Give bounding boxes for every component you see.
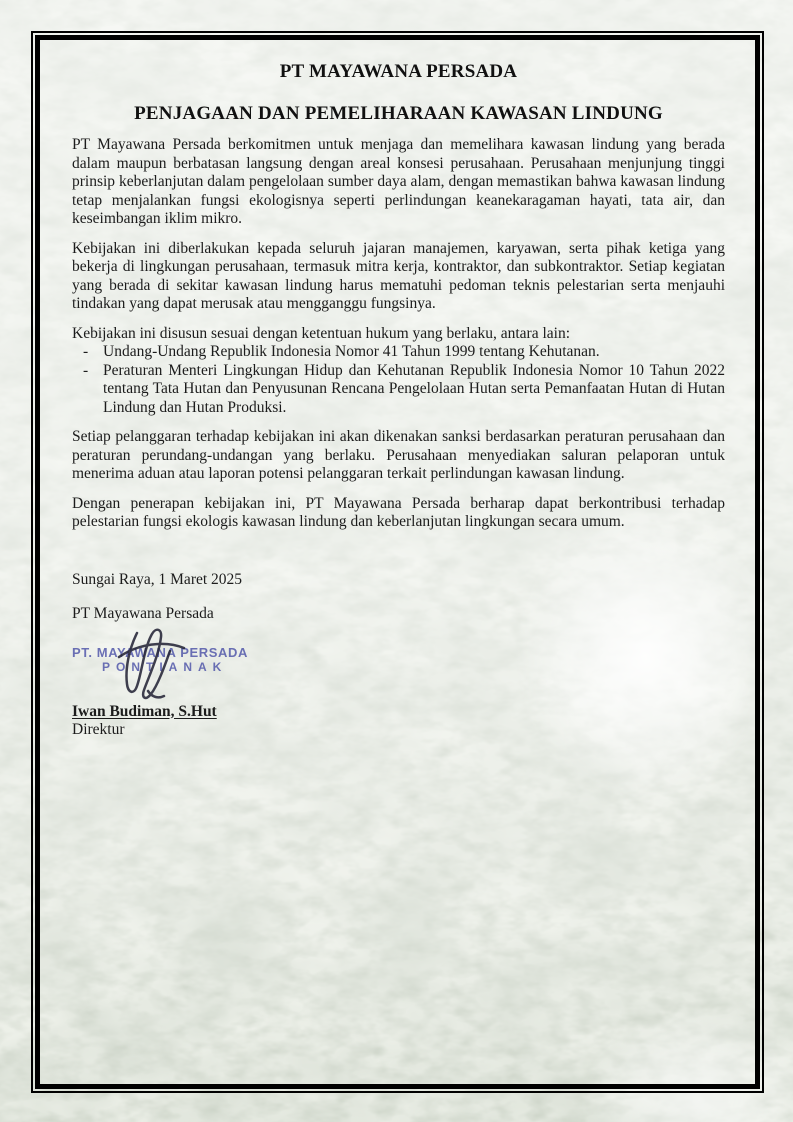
policy-title: PENJAGAAN DAN PEMELIHARAAN KAWASAN LINDUNG: [134, 103, 663, 124]
legal-item-text: Peraturan Menteri Lingkungan Hidup dan Kehutanan Republik Indonesia Nomor 10 Tahun 2022 tentang Tata Hutan dan Penyusunan Rencana Pengelolaan Hutan serta Pemanfaatan Hutan di Hutan Lindung dan Hutan Produksi.: [103, 361, 725, 416]
legal-references-list: [72, 343, 725, 417]
page-border-frame: [31, 31, 764, 1093]
page-border-frame-inner: [35, 35, 760, 1089]
company-title: PT MAYAWANA PERSADA: [279, 61, 518, 82]
company-line: PT Mayawana Persada: [72, 605, 214, 622]
paragraph-scope: Kebijakan ini diberlakukan kepada seluruh jajaran manajemen, karyawan, serta pihak ketiga yang bekerja di lingkungan perusahaan, termasuk mitra kerja, kontraktor, dan subkontraktor. Setiap kegiatan yang berada di sekitar kawasan lindung harus mematuhi pedoman teknis pelestarian serta menjauhi tindakan yang dapat merusak atau mengganggu fungsinya.: [72, 239, 725, 312]
list-item: [72, 343, 725, 362]
legal-item-text: Undang-Undang Republik Indonesia Nomor 41 Tahun 1999 tentang Kehutanan.: [103, 343, 600, 360]
handwritten-signature: [104, 621, 204, 705]
list-item: [72, 362, 725, 418]
stamp-company-name: PT. MAYAWANA PERSADA: [72, 644, 248, 660]
dash-bullet: -: [83, 343, 89, 360]
legal-list-intro: Kebijakan ini disusun sesuai dengan ketentuan hukum yang berlaku, antara lain:: [72, 324, 571, 342]
paragraph-sanctions: Setiap pelanggaran terhadap kebijakan ini akan dikenakan sanksi berdasarkan peraturan perusahaan dan peraturan perundang-undangan yang berlaku. Perusahaan menyediakan saluran pelaporan untuk menerima aduan atau laporan potensi pelanggaran terkait perlindungan kawasan lindung.: [72, 428, 725, 482]
signatory-title: Direktur: [72, 721, 125, 738]
place-date-line: Sungai Raya, 1 Maret 2025: [72, 570, 243, 588]
paragraph-closing: Dengan penerapan kebijakan ini, PT Mayawana Persada berharap dapat berkontribusi terhadap pelestarian fungsi ekologis kawasan lindung dan keberlanjutan lingkungan secara umum.: [72, 494, 725, 530]
signatory-name: Iwan Budiman, S.Hut: [72, 702, 217, 720]
dash-bullet: -: [83, 361, 89, 379]
paragraph-commitment: PT Mayawana Persada berkomitmen untuk menjaga dan memelihara kawasan lindung yang berada dalam maupun berbatasan langsung dengan areal konsesi perusahaan. Perusahaan menjunjung tinggi prinsip keberlanjutan dalam pengelolaan sumber daya alam, dengan memastikan bahwa kawasan lindung tetap menjalankan fungsi ekologisnya seperti perlindungan keanekaragaman hayati, tata air, dan keseimbangan iklim mikro.: [72, 136, 725, 227]
letter-content: [40, 40, 755, 1084]
signature-area: [72, 627, 725, 703]
stamp-city: PONTIANAK: [102, 659, 228, 674]
